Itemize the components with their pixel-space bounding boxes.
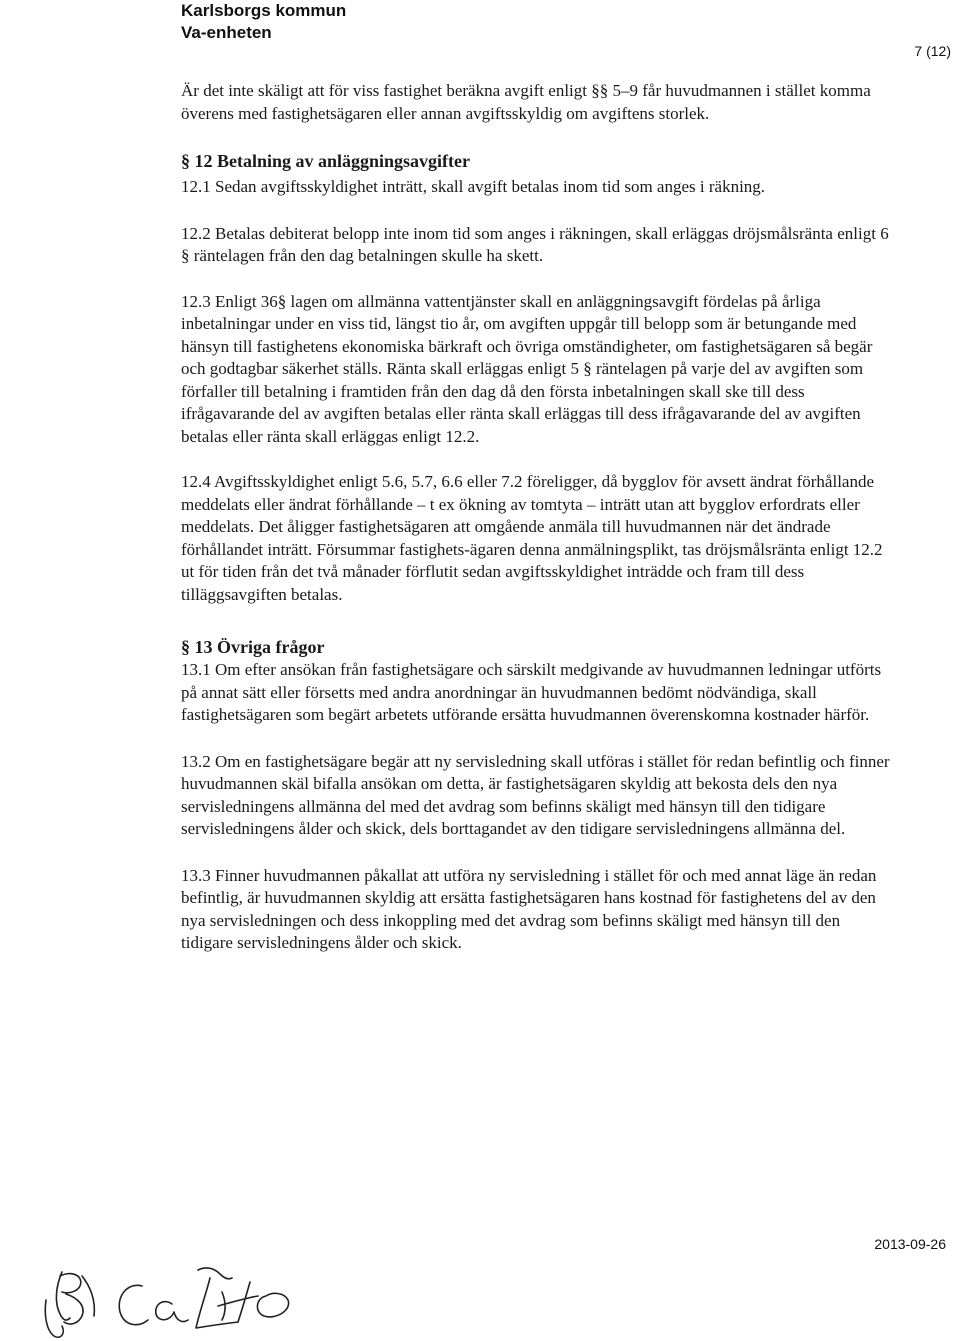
paragraph-13-1: 13.1 Om efter ansökan från fastighetsägare och särskilt medgivande av huvudmannen ledningar utförts på annat sätt eller försetts med andra anordningar än huvudmannen bedömt nödvändiga, skall fastighetsägaren som begärt arbetets utförande ersätta huvudmannen överenskomna kostnader härför. — [181, 660, 882, 724]
handwritten-initials-signature — [0, 1240, 320, 1341]
document-header — [181, 0, 346, 44]
header-unit: Va-enheten — [181, 23, 272, 42]
paragraph-12-3: 12.3 Enligt 36§ lagen om allmänna vattentjänster skall en anläggningsavgift fördelas på årliga inbetalningar under en viss tid, längst tio år, om avgiften uppgår till belopp som är betungande med hänsyn till fastighetens ekonomiska bärkraft och övriga omständigheter, om fastighetsägaren så begär och godtagbar säkerhet ställs. Ränta skall erläggas enligt 5 § räntelagen på varje del av avgiften som förfaller till betalning i framtiden från den dag då den första inbetalningen skall ske till dess ifrågavarande del av avgiften betalas eller ränta skall erläggas till dess ifrågavarande del av avgiften betalas eller ränta skall erläggas enligt 12.2. — [181, 291, 873, 446]
paragraph-12-4: 12.4 Avgiftsskyldighet enligt 5.6, 5.7, 6.6 eller 7.2 föreligger, då bygglov för avsett ändrat förhållande meddelats eller ändrat förhållande – t ex ökning av tomtyta – inträtt utan att bygglov erfordrats eller meddelats. Det åligger fastighetsägaren att omgående anmäla till huvudmannen när det ändrade förhållandet inträtt. Försummar fastighets-ägaren denna anmälningsplikt, tas dröjsmålsränta enligt 12.2 ut för tiden från det två månader förflutit sedan avgiftsskyldighet inträdde och fram till dess tilläggsavgiften betalas. — [181, 472, 883, 604]
paragraph-13-3: 13.3 Finner huvudmannen påkallat att utföra ny servisledning i stället för och med annat läge än redan befintlig, är huvudmannen skyldig att ersätta fastighetsägaren hans kostnad för fastighetens del av den nya servisledningen och dess inkoppling med det avdrag som befinns skäligt med hänsyn till den tidigare servisledningens ålder och skick. — [181, 865, 877, 952]
section-heading-13: § 13 Övriga frågor — [181, 637, 325, 657]
paragraph-intro: Är det inte skäligt att för viss fastighet beräkna avgift enligt §§ 5–9 får huvudmannen i stället komma överens med fastighetsägaren eller annan avgiftsskyldig om avgiftens storlek. — [181, 81, 871, 123]
paragraph-13-2: 13.2 Om en fastighetsägare begär att ny servisledning skall utföras i stället för redan befintlig och finner huvudmannen skäl bifalla ansökan om detta, är fastighetsägaren skyldig att bekosta dels den nya servisledningens allmänna del med det avdrag som befinns skäligt med hänsyn till den tidigare servisledningens ålder och skick, dels borttagandet av den tidigare servisledningens allmänna del. — [181, 751, 890, 838]
paragraph-12-2: 12.2 Betalas debiterat belopp inte inom tid som anges i räkningen, skall erläggas dröjsmålsränta enligt 6 § räntelagen från den dag betalningen skulle ha skett. — [181, 223, 889, 265]
paragraph-12-1: 12.1 Sedan avgiftsskyldighet inträtt, skall avgift betalas inom tid som anges i räkning. — [181, 177, 766, 196]
document-date: 2013-09-26 — [874, 1236, 946, 1252]
page-number: 7 (12) — [914, 43, 951, 59]
document-body — [181, 80, 896, 955]
header-org: Karlsborgs kommun — [181, 1, 347, 20]
section-heading-12: § 12 Betalning av anläggningsavgifter — [181, 151, 471, 171]
